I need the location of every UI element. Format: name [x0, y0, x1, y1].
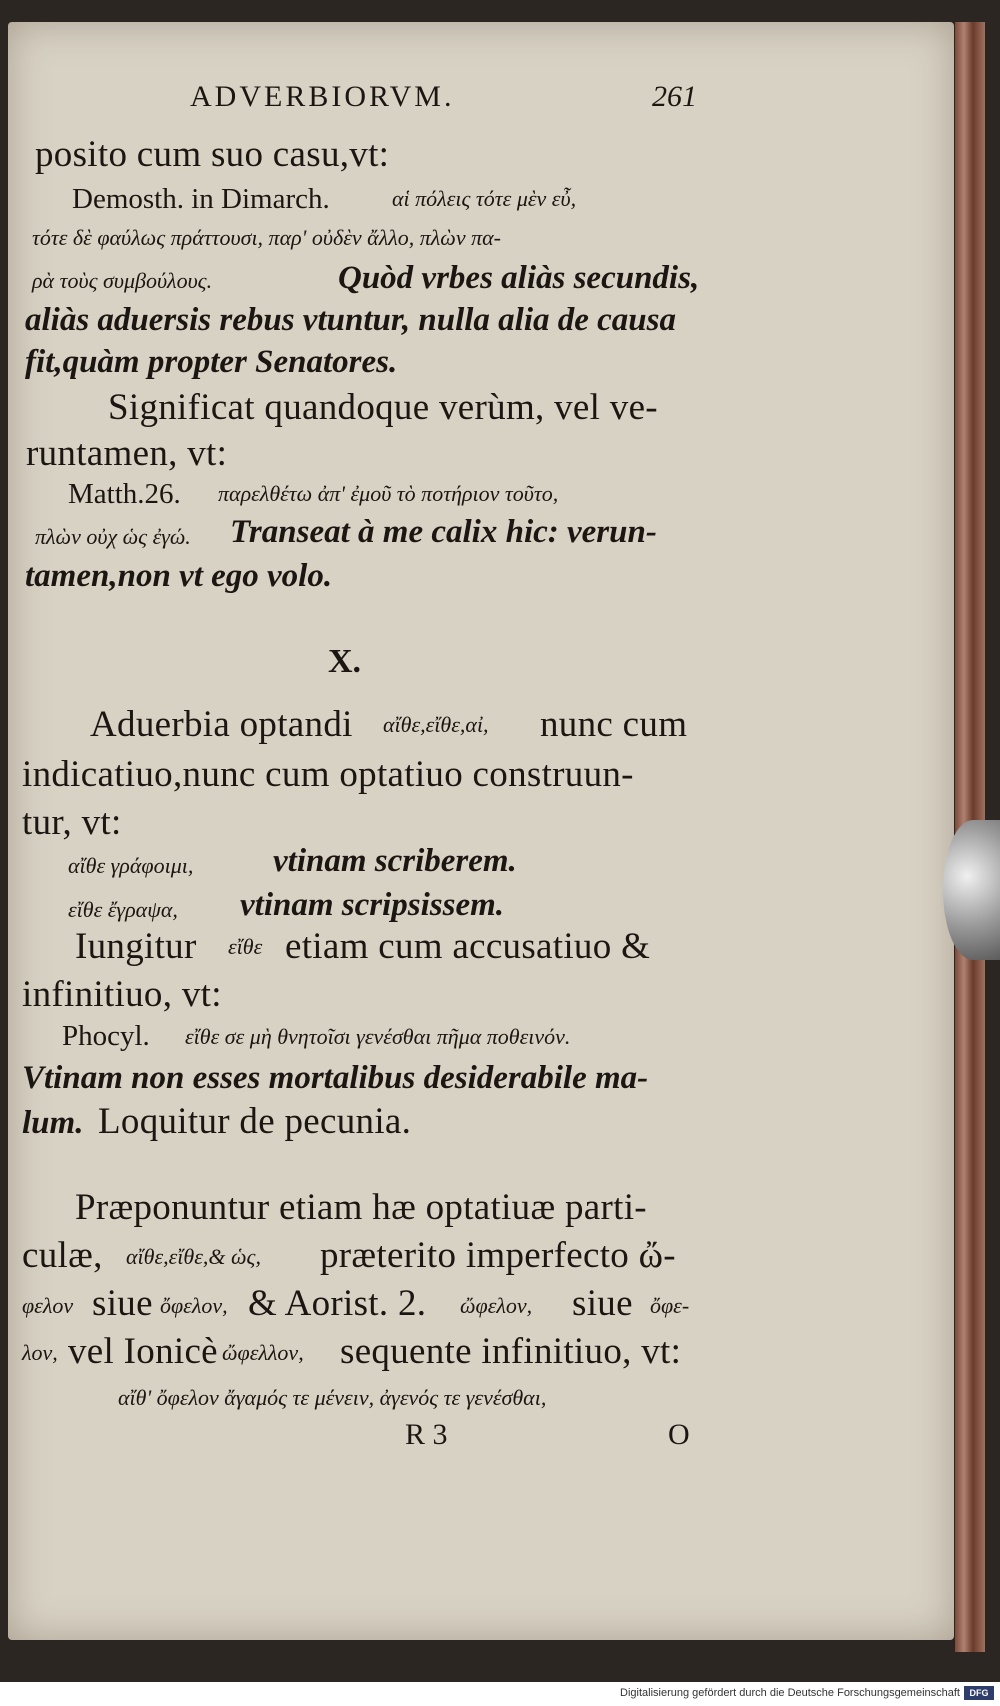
text-line: Phocyl.	[62, 1020, 150, 1052]
catchword: O	[668, 1418, 690, 1451]
greek-text: ὄφελον,	[160, 1293, 228, 1318]
greek-text: αἴθ' ὄφελον ἄγαμός τε μένειν, ἀγενός τε γενέσθαι,	[118, 1385, 547, 1410]
text-line: Aduerbia optandi	[90, 704, 353, 745]
text-line: Loquitur de pecunia.	[98, 1101, 412, 1142]
text-line: indicatiuo,nunc cum optatiuo construun-	[22, 754, 634, 795]
greek-text: αἱ πόλεις τότε μὲν εὖ,	[392, 186, 577, 211]
text-line: Demosth. in Dimarch.	[72, 183, 330, 215]
greek-text: παρελθέτω ἀπ' ἐμοῦ τὸ ποτήριον τοῦτο,	[218, 481, 559, 506]
text-line: nunc cum	[540, 704, 688, 745]
greek-text: αἴθε γράφοιμι,	[68, 853, 194, 878]
greek-text: ὤφελλον,	[222, 1340, 304, 1365]
text-line: siue	[572, 1283, 633, 1324]
greek-text: αἴθε,εἴθε,& ὡς,	[126, 1244, 261, 1269]
footer-credit: Digitalisierung gefördert durch die Deutsche Forschungsgemeinschaft	[620, 1687, 960, 1699]
greek-text: εἴθε ἔγραψα,	[68, 897, 178, 922]
latin-italic: vtinam scripsissem.	[240, 887, 505, 923]
greek-text: πλὼν οὐχ ὡς ἐγώ.	[35, 524, 191, 549]
latin-italic: lum.	[22, 1105, 84, 1141]
latin-italic: aliàs aduersis rebus vtuntur, nulla alia de causa	[25, 302, 676, 338]
greek-text: τότε δὲ φαύλως πράττουσι, παρ' οὐδὲν ἄλλο, πλὼν πα-	[32, 225, 501, 250]
running-head: ADVERBIORVM.	[190, 80, 455, 113]
text-line: sequente infinitiuo, vt:	[340, 1331, 682, 1372]
text-line: tur, vt:	[22, 802, 122, 843]
greek-text: εἴθε σε μὴ θνητοῖσι γενέσθαι πῆμα ποθεινόν.	[185, 1024, 571, 1049]
text-line: præterito imperfecto ὤ-	[320, 1235, 676, 1276]
text-line: vel Ionicè	[68, 1331, 218, 1372]
greek-text: λον,	[22, 1340, 58, 1365]
latin-italic: Transeat à me calix hic: verun-	[230, 514, 657, 550]
text-line: culæ,	[22, 1235, 103, 1276]
greek-text: ρὰ τοὺς συμβούλους.	[32, 268, 213, 293]
text-line: Præponuntur etiam hæ optatiuæ parti-	[75, 1187, 647, 1228]
section-heading: X.	[328, 643, 362, 680]
greek-text: ὤφελον,	[460, 1293, 533, 1318]
text-line: Matth.26.	[68, 478, 181, 510]
text-line: & Aorist. 2.	[248, 1283, 427, 1324]
greek-text: αἴθε,εἴθε,αἰ,	[383, 712, 489, 737]
text-line: Significat quandoque verùm, vel ve-	[108, 387, 658, 428]
latin-italic: fit,quàm propter Senatores.	[25, 344, 398, 380]
dfg-logo: DFG	[964, 1686, 994, 1700]
latin-italic: vtinam scriberem.	[273, 843, 517, 879]
latin-italic: tamen,non vt ego volo.	[25, 558, 333, 594]
text-line: etiam cum accusatiuo &	[285, 926, 651, 967]
greek-text: ὄφε-	[650, 1293, 690, 1318]
text-line: posito cum suo casu,vt:	[35, 134, 390, 175]
book-clasp	[943, 820, 1000, 960]
greek-text: φελον	[22, 1293, 74, 1318]
greek-text: εἴθε	[228, 934, 263, 959]
text-line: siue	[92, 1283, 153, 1324]
text-line: Iungitur	[75, 926, 197, 967]
signature-mark: R 3	[405, 1418, 448, 1451]
text-line: infinitiuo, vt:	[22, 974, 222, 1015]
latin-italic: Vtinam non esses mortalibus desiderabile ma-	[22, 1060, 649, 1096]
latin-italic: Quòd vrbes aliàs secundis,	[338, 260, 700, 296]
text-line: runtamen, vt:	[26, 433, 228, 474]
page-number: 261	[652, 80, 697, 113]
